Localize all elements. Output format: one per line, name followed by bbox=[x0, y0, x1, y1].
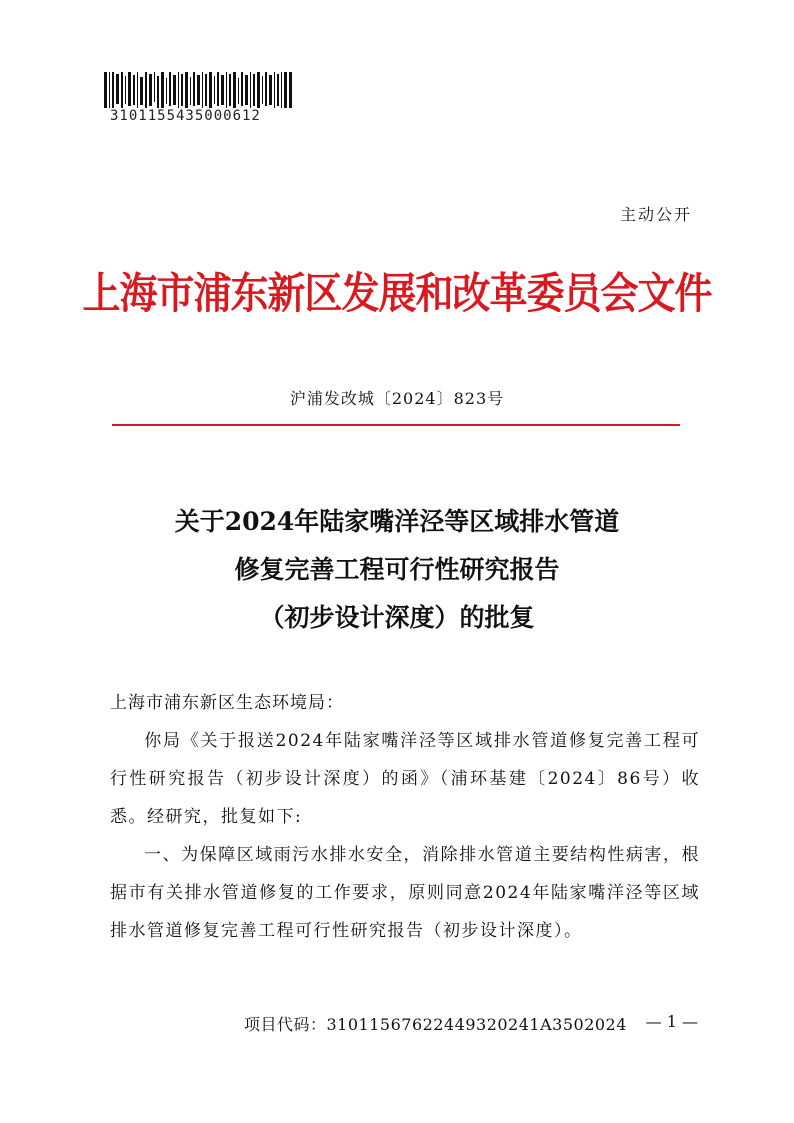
disclosure-label: 主动公开 bbox=[619, 205, 692, 224]
title-line-1: 关于2024年陆家嘴洋泾等区域排水管道 bbox=[174, 507, 620, 536]
document-number: 沪浦发改城〔2024〕823号 bbox=[289, 389, 505, 408]
paragraph-2-text: 一、为保障区域雨污水排水安全，消除排水管道主要结构性病害，根据市有关排水管道修复的工作要求，原则同意2024年陆家嘴洋泾等区域排水管道修复完善工程可行性研究报告（初步设计深度）。 bbox=[110, 845, 700, 941]
document-title bbox=[0, 498, 794, 642]
paragraph-1 bbox=[110, 722, 700, 836]
paragraph-2 bbox=[110, 836, 700, 950]
project-code: 项目代码：31011567622449320241A3502024 bbox=[244, 1015, 627, 1034]
barcode bbox=[104, 72, 292, 108]
barcode-graphic bbox=[104, 72, 292, 108]
issuer-heading: 上海市浦东新区发展和改革委员会文件 bbox=[82, 267, 712, 319]
title-line-3: （初步设计深度）的批复 bbox=[259, 603, 535, 632]
page-number: — 1 — bbox=[645, 1012, 698, 1031]
paragraph-1-text: 你局《关于报送2024年陆家嘴洋泾等区域排水管道修复完善工程可行性研究报告（初步设计深度）的函》（浦环基建〔2024〕86号）收悉。经研究，批复如下: bbox=[110, 731, 700, 827]
red-divider bbox=[112, 424, 680, 426]
title-line-2: 修复完善工程可行性研究报告 bbox=[234, 555, 560, 584]
barcode-number: 3101155435000612 bbox=[110, 108, 261, 124]
addressee: 上海市浦东新区生态环境局： bbox=[110, 693, 344, 713]
